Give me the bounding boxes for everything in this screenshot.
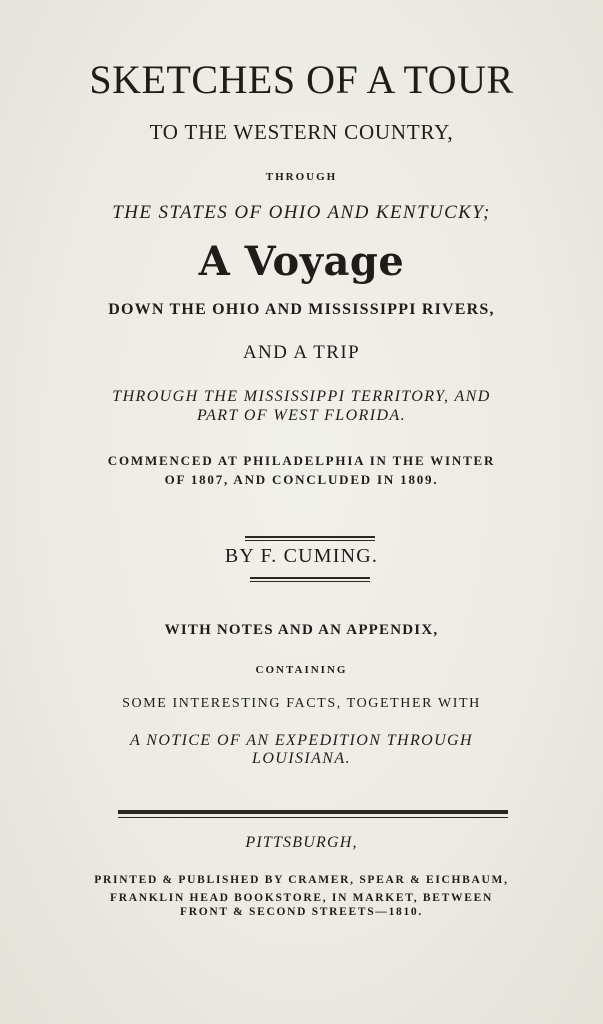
facts-line: SOME INTERESTING FACTS, TOGETHER WITH xyxy=(122,696,481,711)
imprint-line-1: PRINTED & PUBLISHED BY CRAMER, SPEAR & EICHBAUM, xyxy=(94,874,509,886)
containing-label: CONTAINING xyxy=(255,664,348,676)
notice-line-2: LOUISIANA. xyxy=(252,750,351,767)
notes-line: WITH NOTES AND AN APPENDIX, xyxy=(164,622,439,638)
notice-line-1: A NOTICE OF AN EXPEDITION THROUGH xyxy=(130,732,473,749)
imprint-line-2: FRANKLIN HEAD BOOKSTORE, IN MARKET, BETWEEN xyxy=(110,892,493,904)
territory-line-2: PART OF WEST FLORIDA. xyxy=(197,407,406,424)
author-line: BY F. CUMING. xyxy=(224,545,379,567)
double-rule-top-1 xyxy=(245,536,375,538)
double-rule-bottom-1 xyxy=(250,577,370,579)
thin-rule xyxy=(118,817,508,818)
states-line: THE STATES OF OHIO AND KENTUCKY; xyxy=(112,202,491,223)
double-rule-bottom-2 xyxy=(250,581,370,582)
imprint-line-3: FRONT & SECOND STREETS—1810. xyxy=(180,906,423,918)
through-label: THROUGH xyxy=(265,171,338,183)
double-rule-top-2 xyxy=(245,540,375,541)
heavy-rule xyxy=(118,810,508,814)
commenced-line-2: OF 1807, AND CONCLUDED IN 1809. xyxy=(164,472,439,487)
rivers-line: DOWN THE OHIO AND MISSISSIPPI RIVERS, xyxy=(108,301,495,318)
commenced-line-1: COMMENCED AT PHILADELPHIA IN THE WINTER xyxy=(107,453,496,468)
voyage-heading: A Voyage xyxy=(198,238,405,285)
place-line: PITTSBURGH, xyxy=(245,834,358,851)
book-subtitle: TO THE WESTERN COUNTRY, xyxy=(149,120,454,144)
book-title: SKETCHES OF A TOUR xyxy=(89,57,514,102)
trip-line: AND A TRIP xyxy=(242,342,361,363)
territory-line-1: THROUGH THE MISSISSIPPI TERRITORY, AND xyxy=(112,388,491,405)
